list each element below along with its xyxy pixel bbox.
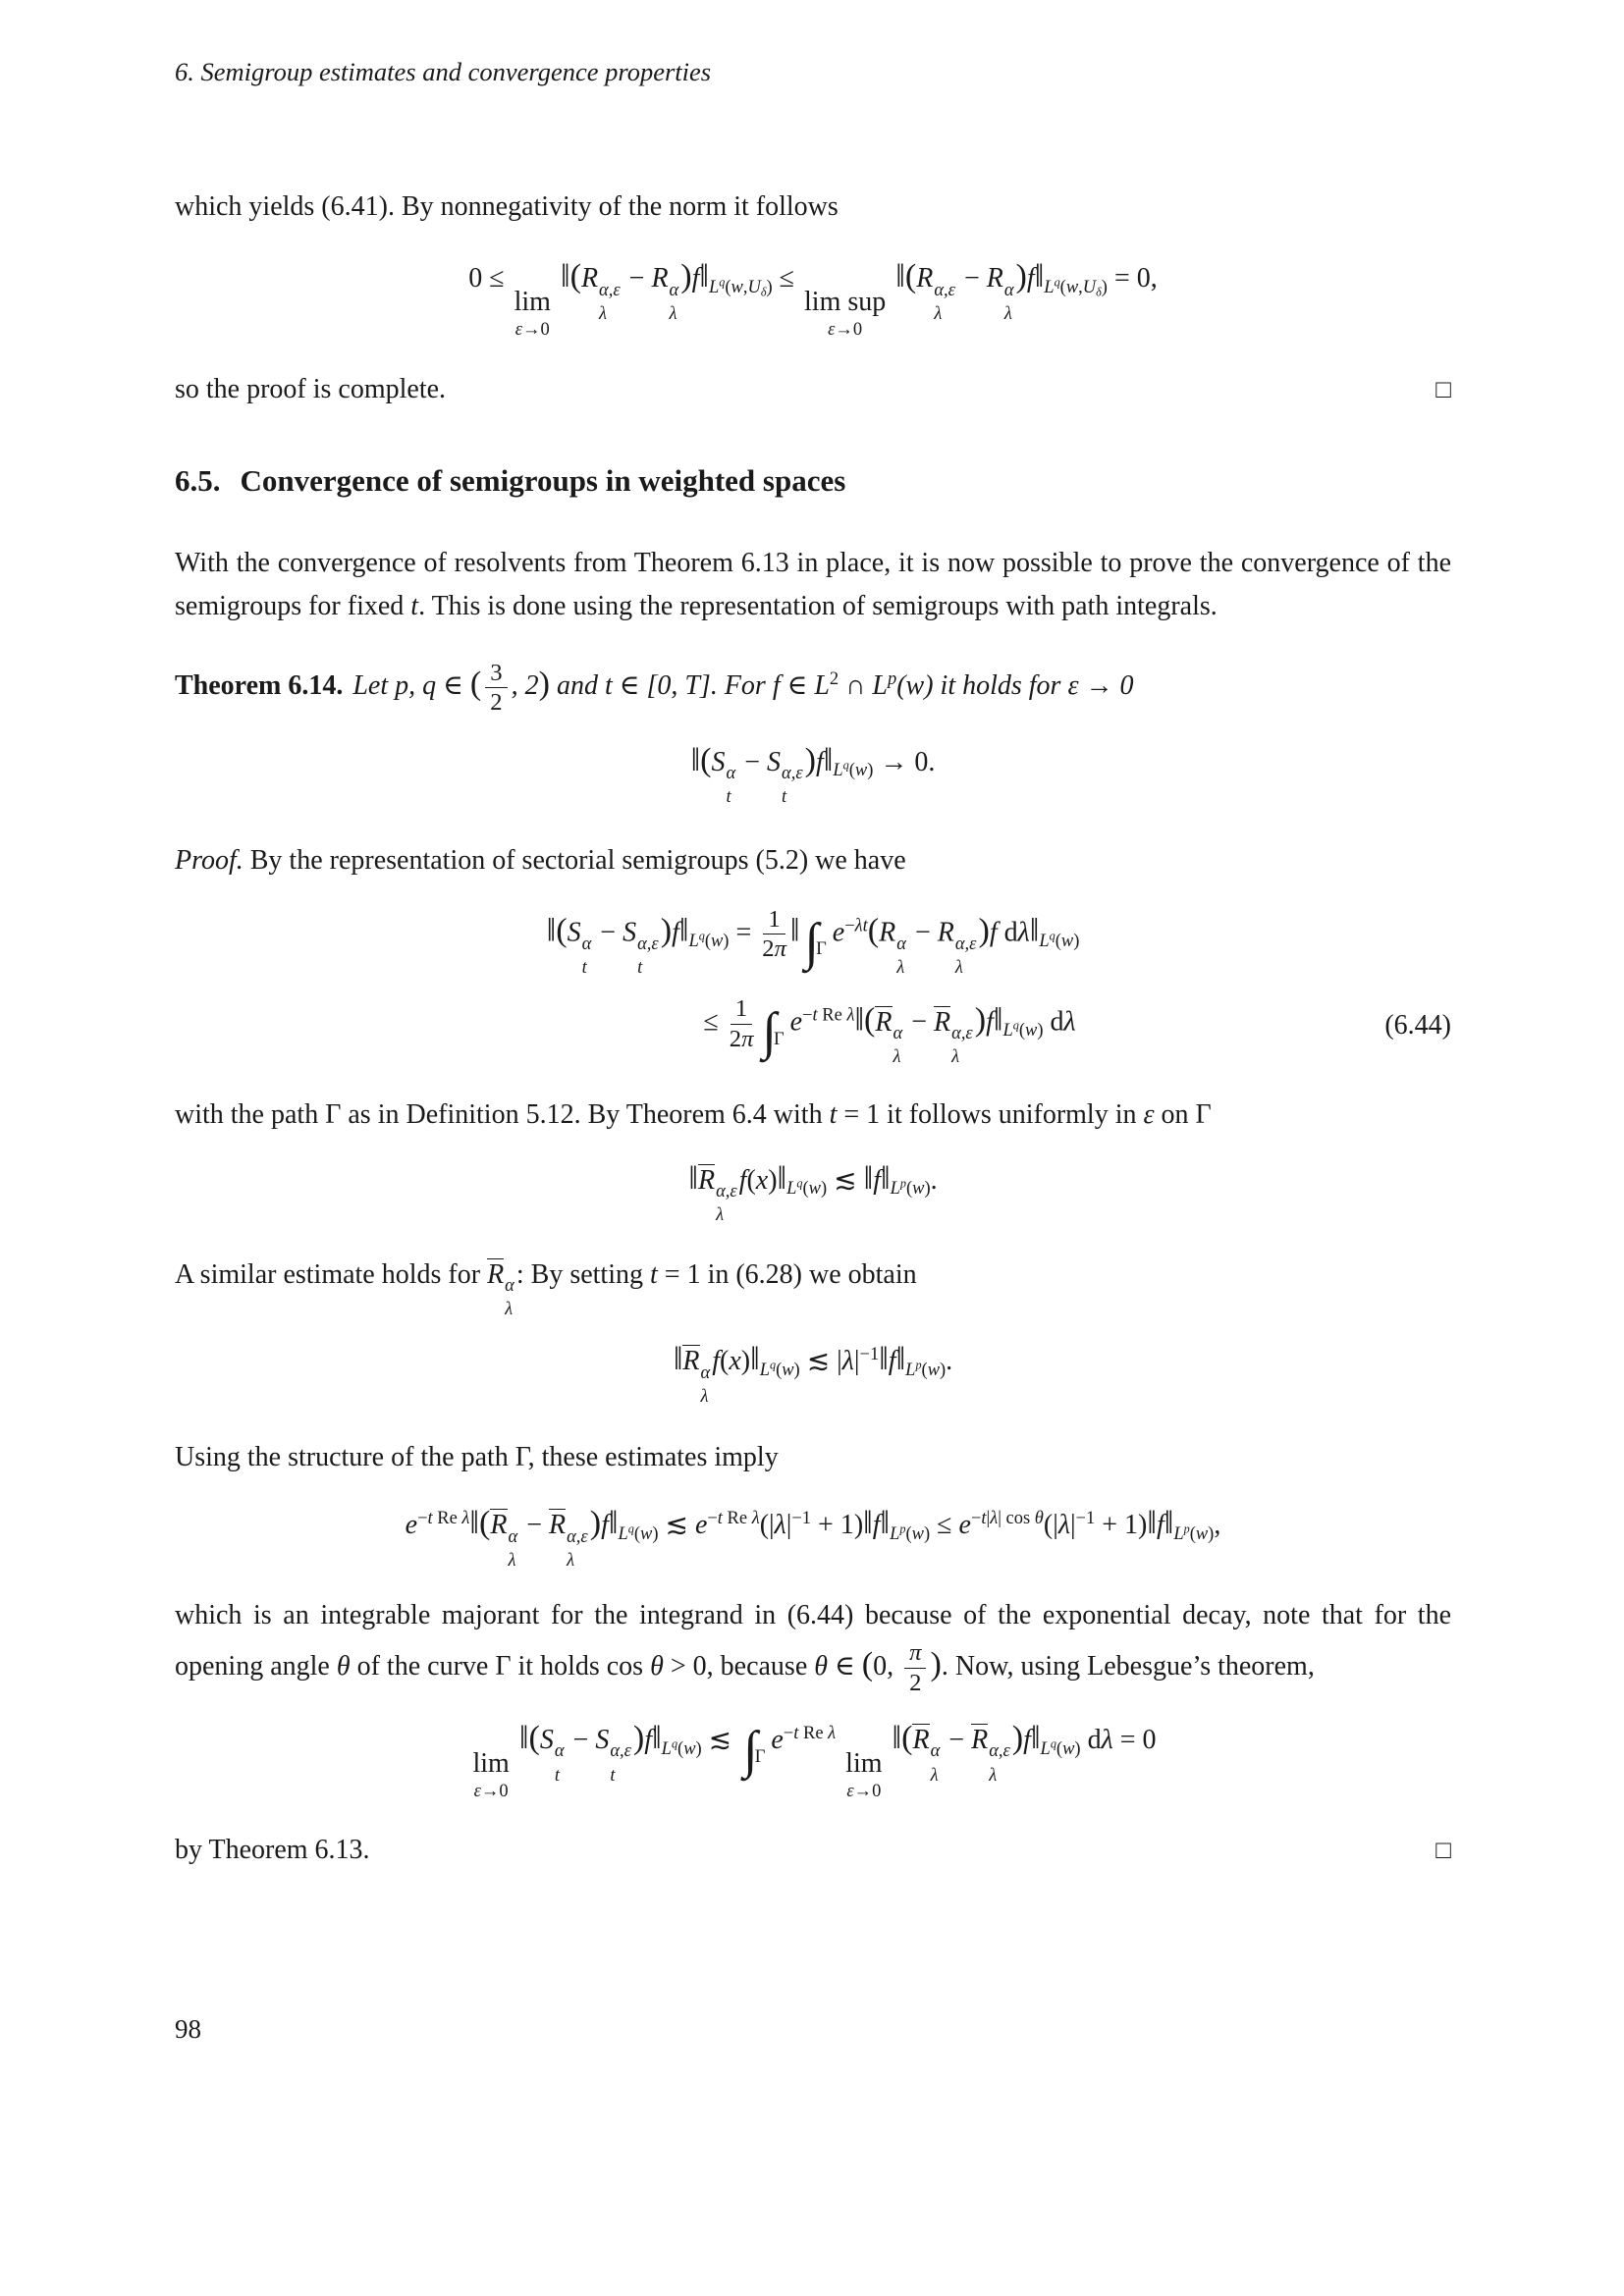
equation-uniform-bound: ‖R α,ε λ $f(x)‖L^q(w)$ ≲ $‖f‖L^p(w)$. [688, 1159, 938, 1225]
section-number: 6.5. [175, 462, 221, 498]
running-head: 6. Semigroup estimates and convergence properties [175, 57, 712, 86]
equation-lebesgue: lim ε→0 ‖(S α t − S α,ε t )$f‖L^q(w)$ ≲ $\int_\Gamma e^{-t Re \lambda}$ lim ε→0 ‖(R α λ − R α,ε λ )$f‖L^q(w)$ dλ = 0 [472, 1720, 1157, 1800]
paragraph-yields: which yields (6.41). By nonnegativity of the norm it follows [175, 191, 839, 222]
page-content [175, 0, 1451, 1866]
paragraph-majorant: which is an integrable majorant for the integrand in (6.44) because of the exponential decay, note that for the opening angle θ of the curve Γ it holds cos θ > 0, because θ ∈ (0, $\frac{\pi}{2}$ ). Now, using Lebesgue’s theorem, [175, 1600, 1451, 1696]
equation-number-6-44: (6.44) [1384, 1009, 1451, 1041]
equation-6-44 [175, 896, 1451, 1076]
page-number: 98 [175, 2014, 201, 2044]
section-heading [175, 462, 1451, 499]
qed-box: □ [1435, 374, 1451, 403]
theorem-6-14 [175, 658, 1451, 717]
section-title: Convergence of semigroups in weighted spaces [240, 462, 846, 498]
paragraph-similar-estimate: A similar estimate holds for R α λ : By setting t = 1 in (6.28) we obtain [175, 1258, 917, 1318]
conclusion-line [175, 1835, 1451, 1866]
conclusion-text: by Theorem 6.13. [175, 1835, 370, 1866]
equation-resolvent-bound: ‖R α λ $f(x)‖L^q(w)$ ≲ $|\lambda|^{-1}‖f‖L^p(w)$. [673, 1341, 953, 1406]
equation-theorem-claim: ‖(S α t − S α,ε t )$f‖L^q(w) \to 0$. [690, 741, 936, 807]
equation-6-44-line2: ≤ $\frac{1}{2\pi}$ $\int_\Gamma e^{-t Re \lambda}‖(R$ α λ − R α,ε λ )$f‖L^q(w)$ dλ [703, 995, 1076, 1067]
proof-complete-text: so the proof is complete. [175, 373, 447, 404]
theorem-body: Let p, q ∈ ( $\frac{3}{2}$ , 2) and t ∈ [0, T]. For f ∈ $L^2$ ∩ $L^p(w)$ it holds for ε → 0 [352, 659, 1134, 717]
paragraph-structure: Using the structure of the path Γ, these estimates imply [175, 1442, 779, 1473]
equation-resolvent-limit: 0 ≤ lim ε→0 ‖(R α,ε λ − R α λ )$f‖L^q(w,U\delta)$ ≤ lim sup ε→0 ‖(R α,ε λ − R α λ )$f‖L^q(w,U\delta) = 0$, [468, 258, 1158, 340]
paragraph-intro: With the convergence of resolvents from Theorem 6.13 in place, it is now possible to prove the convergence of the semigroups for fixed t. This is done using the representation of semigroups with path integrals. [175, 547, 1451, 621]
theorem-label: Theorem 6.14. [175, 670, 344, 702]
proof-complete-line [175, 374, 1451, 405]
proof-intro: Proof. By the representation of sectorial semigroups (5.2) we have [175, 844, 906, 876]
qed-box-2: □ [1435, 1836, 1451, 1865]
equation-majorant: $e^{-t Re \lambda}‖(R$ α λ − R α,ε λ )$f‖L^q(w)$ ≲ $e^{-t Re \lambda}(|\lambda|^{-1}$ + $1)‖f‖L^p(w) \le e^{-t|\lambda| cos \theta}(|\lambda|^{-1}$ + $1)‖f‖L^p(w)$, [405, 1505, 1221, 1570]
equation-6-44-line1: ‖(S α t − S α,ε t )$f‖L^q(w)$ = $\frac{1}{2\pi}$ $‖\int_\Gamma e^{-\lambda t}(R$ α λ − R α,ε λ )f $d\lambda‖L^q(w)$ [546, 905, 1080, 977]
paragraph-path: with the path Γ as in Definition 5.12. By Theorem 6.4 with t = 1 it follows uniformly in ε on Γ [175, 1098, 1212, 1130]
